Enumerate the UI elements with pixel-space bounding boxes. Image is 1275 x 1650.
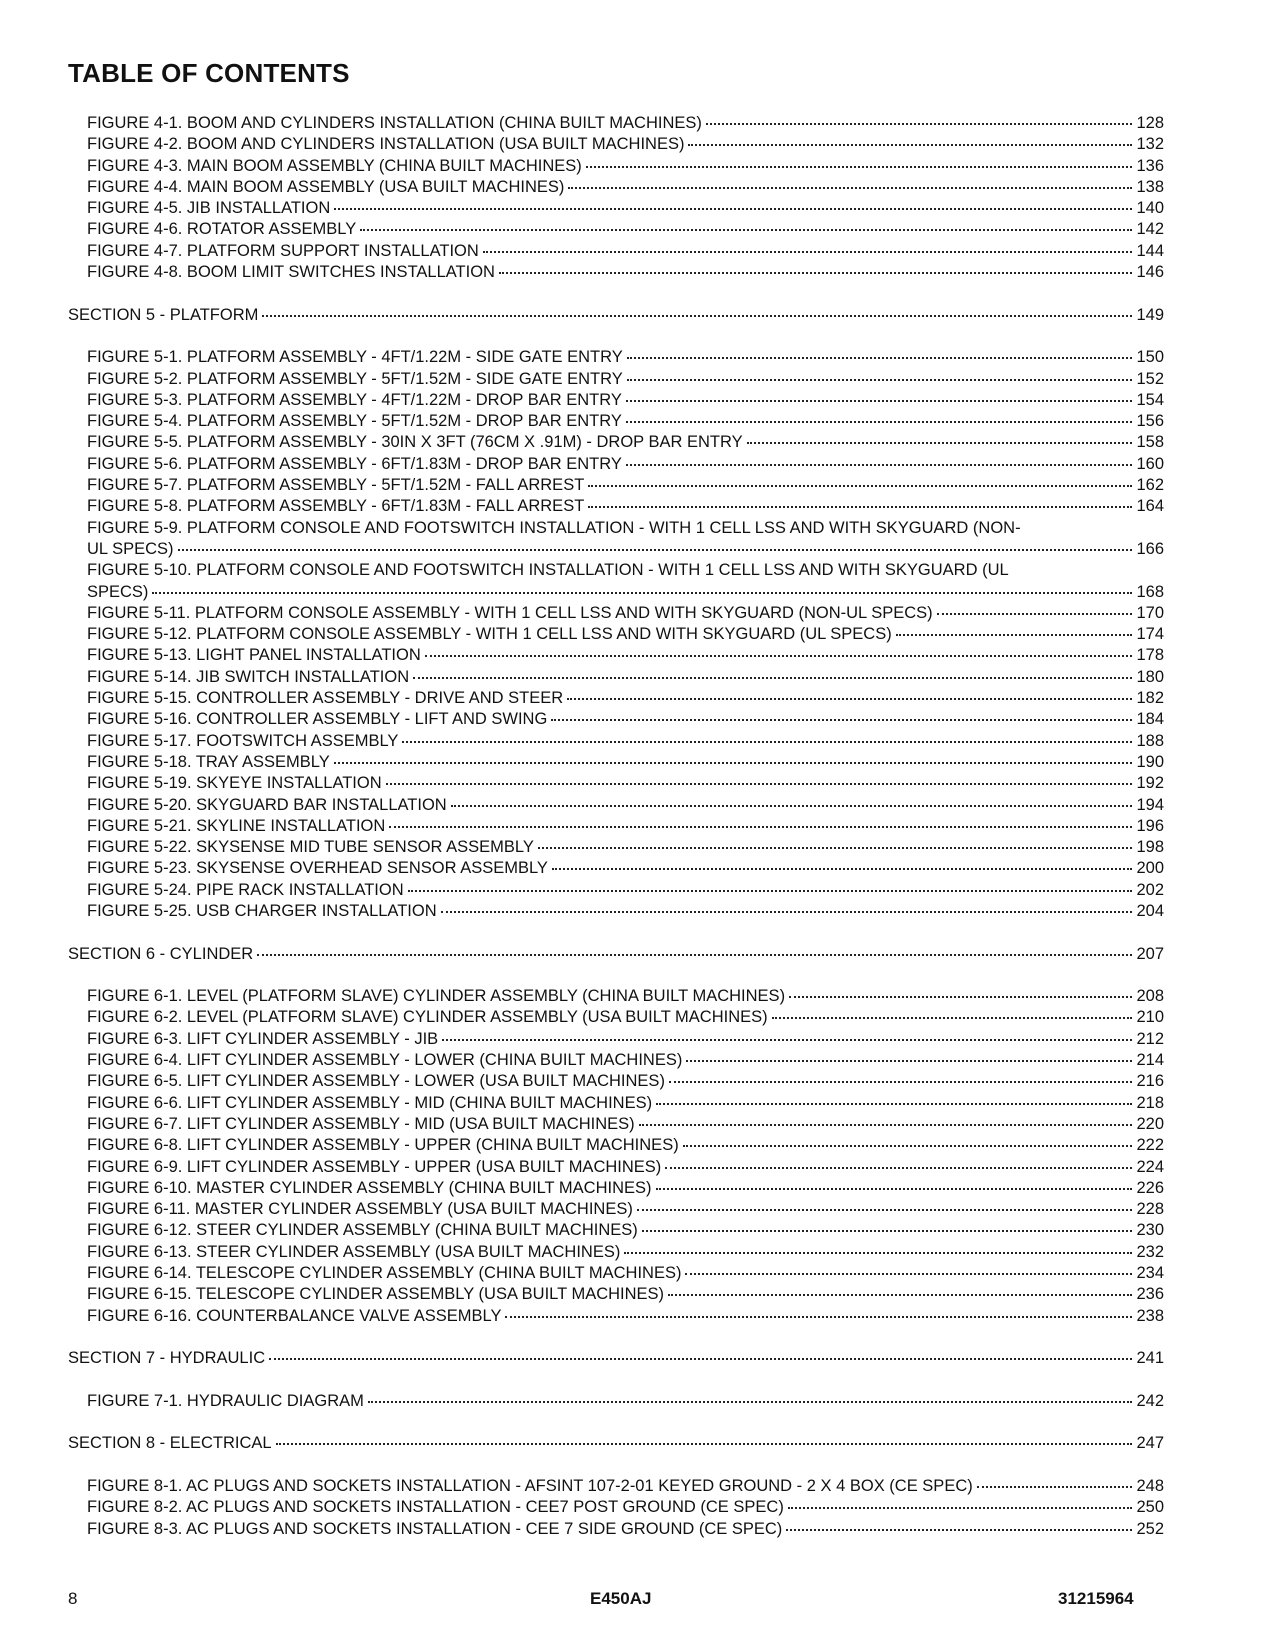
dot-leader [567, 697, 1132, 700]
toc-entry-label: FIGURE 5-6. PLATFORM ASSEMBLY - 6FT/1.83M - DROP BAR ENTRY [87, 454, 622, 473]
toc-entry[interactable] [68, 1220, 1164, 1241]
dot-leader [408, 889, 1133, 892]
toc-page-number: 204 [1136, 901, 1164, 920]
toc-page-number: 220 [1136, 1114, 1164, 1133]
toc-page-number: 166 [1136, 539, 1164, 558]
toc-page-number: 152 [1136, 369, 1164, 388]
toc-page-number: 184 [1136, 710, 1164, 729]
toc-entry[interactable] [68, 795, 1164, 816]
toc-entry[interactable] [68, 773, 1164, 794]
toc-entry[interactable] [68, 198, 1164, 219]
toc-page-number: 230 [1136, 1221, 1164, 1240]
dot-leader [257, 953, 1132, 956]
toc-entry-label: FIGURE 6-5. LIFT CYLINDER ASSEMBLY - LOWER (USA BUILT MACHINES) [87, 1072, 665, 1091]
toc-entry-label: FIGURE 6-10. MASTER CYLINDER ASSEMBLY (CHINA BUILT MACHINES) [87, 1178, 652, 1197]
toc-entry[interactable] [68, 1029, 1164, 1050]
dot-leader [788, 1506, 1133, 1509]
toc-entry[interactable] [68, 901, 1164, 922]
toc-entry-continuation[interactable] [68, 539, 1164, 560]
toc-entry-label: FIGURE 6-16. COUNTERBALANCE VALVE ASSEMBLY [87, 1306, 502, 1325]
toc-entry[interactable] [68, 1071, 1164, 1092]
dot-leader [334, 761, 1133, 764]
toc-entry[interactable] [68, 731, 1164, 752]
toc-entry[interactable] [68, 1093, 1164, 1114]
toc-page-number: 236 [1136, 1285, 1164, 1304]
toc-entry[interactable] [68, 1519, 1164, 1540]
toc-entry-label: FIGURE 5-4. PLATFORM ASSEMBLY - 5FT/1.52M - DROP BAR ENTRY [87, 412, 622, 431]
dot-leader [789, 995, 1132, 998]
toc-entry[interactable] [68, 1007, 1164, 1028]
toc-entry[interactable] [68, 113, 1164, 134]
toc-entry-label: FIGURE 5-3. PLATFORM ASSEMBLY - 4FT/1.22M - DROP BAR ENTRY [87, 390, 622, 409]
toc-page-number: 138 [1136, 177, 1164, 196]
dot-leader [656, 1187, 1133, 1190]
toc-entry-label: FIGURE 5-7. PLATFORM ASSEMBLY - 5FT/1.52M - FALL ARREST [87, 476, 585, 495]
toc-entry-label: FIGURE 6-9. LIFT CYLINDER ASSEMBLY - UPPER (USA BUILT MACHINES) [87, 1157, 662, 1176]
dot-leader [665, 1166, 1132, 1169]
toc-page-number: 136 [1136, 156, 1164, 175]
toc-page-number: 241 [1136, 1349, 1164, 1368]
toc-entry[interactable] [68, 241, 1164, 262]
toc-entry-label: FIGURE 5-19. SKYEYE INSTALLATION [87, 774, 382, 793]
toc-entry-label: FIGURE 4-3. MAIN BOOM ASSEMBLY (CHINA BUILT MACHINES) [87, 156, 582, 175]
toc-page-number: 174 [1136, 625, 1164, 644]
dot-leader [262, 314, 1132, 317]
toc-page-number: 207 [1136, 944, 1164, 963]
toc-entry-continuation[interactable] [68, 582, 1164, 603]
toc-entry[interactable] [68, 858, 1164, 879]
toc-entry[interactable] [68, 475, 1164, 496]
toc-page-number: 178 [1136, 646, 1164, 665]
toc-entry-label: FIGURE 5-9. PLATFORM CONSOLE AND FOOTSWITCH INSTALLATION - WITH 1 CELL LSS AND WITH SKYGUARD (NON- [87, 518, 1021, 537]
toc-page-number: 132 [1136, 135, 1164, 154]
toc-entry-label: FIGURE 5-15. CONTROLLER ASSEMBLY - DRIVE AND STEER [87, 689, 564, 708]
toc-entry[interactable] [68, 262, 1164, 283]
toc-entry[interactable] [68, 645, 1164, 666]
dot-leader [442, 1038, 1132, 1041]
dot-leader [626, 463, 1133, 466]
dot-leader [683, 1144, 1133, 1147]
toc-entry-label: FIGURE 4-5. JIB INSTALLATION [87, 199, 331, 218]
toc-page-number: 194 [1136, 795, 1164, 814]
toc-page-number: 234 [1136, 1264, 1164, 1283]
toc-page-number: 192 [1136, 774, 1164, 793]
toc-entry[interactable] [68, 518, 1164, 539]
toc-entry-label: FIGURE 8-2. AC PLUGS AND SOCKETS INSTALLATION - CEE7 POST GROUND (CE SPEC) [87, 1498, 784, 1517]
toc-entry-label: FIGURE 4-4. MAIN BOOM ASSEMBLY (USA BUILT MACHINES) [87, 177, 565, 196]
toc-entry-label: FIGURE 5-25. USB CHARGER INSTALLATION [87, 901, 437, 920]
toc-entry[interactable] [68, 369, 1164, 390]
toc-entry-label: FIGURE 6-2. LEVEL (PLATFORM SLAVE) CYLINDER ASSEMBLY (USA BUILT MACHINES) [87, 1008, 768, 1027]
toc-page-number: 128 [1136, 114, 1164, 132]
dot-leader [360, 228, 1132, 231]
dot-leader [626, 420, 1133, 423]
toc-entry-label: FIGURE 5-24. PIPE RACK INSTALLATION [87, 880, 404, 899]
dot-leader [637, 1208, 1133, 1211]
footer-model: E450AJ [590, 1589, 652, 1608]
toc-page-number: 212 [1136, 1029, 1164, 1048]
toc-page-number: 149 [1136, 305, 1164, 324]
toc-entry-label: FIGURE 5-5. PLATFORM ASSEMBLY - 30IN X 3FT (76CM X .91M) - DROP BAR ENTRY [87, 433, 743, 452]
toc-entry[interactable] [68, 411, 1164, 432]
toc-entry-label: FIGURE 5-2. PLATFORM ASSEMBLY - 5FT/1.52M - SIDE GATE ENTRY [87, 369, 623, 388]
toc-page-number: 188 [1136, 731, 1164, 750]
toc-entry-label: FIGURE 6-12. STEER CYLINDER ASSEMBLY (CHINA BUILT MACHINES) [87, 1221, 638, 1240]
toc-entry[interactable] [68, 560, 1164, 581]
toc-entry[interactable] [68, 667, 1164, 688]
dot-leader [639, 1123, 1133, 1126]
dot-leader [586, 165, 1133, 168]
toc-section-entry[interactable] [68, 944, 1164, 965]
dot-leader [538, 846, 1133, 849]
toc-entry[interactable] [68, 390, 1164, 411]
toc-entry-label: FIGURE 6-15. TELESCOPE CYLINDER ASSEMBLY (USA BUILT MACHINES) [87, 1285, 665, 1304]
toc-page-number: 142 [1136, 220, 1164, 239]
toc-page-number: 158 [1136, 433, 1164, 452]
toc-entry-label: FIGURE 4-1. BOOM AND CYLINDERS INSTALLATION (CHINA BUILT MACHINES) [87, 114, 702, 132]
dot-leader [685, 1272, 1132, 1275]
toc-entry-label: FIGURE 4-7. PLATFORM SUPPORT INSTALLATION [87, 241, 479, 260]
dot-leader [368, 1400, 1133, 1403]
dot-leader [588, 484, 1132, 487]
toc-entry-label-continued: UL SPECS) [87, 539, 174, 558]
dot-leader [499, 271, 1132, 274]
dot-leader [552, 867, 1133, 870]
dot-leader [441, 910, 1133, 913]
toc-page-number: 252 [1136, 1519, 1164, 1538]
toc-section-entry[interactable] [68, 1348, 1164, 1369]
dot-leader [937, 612, 1133, 615]
toc-entry[interactable] [68, 1178, 1164, 1199]
toc-page-number: 190 [1136, 752, 1164, 771]
toc-entry[interactable] [68, 1242, 1164, 1263]
page-title: TABLE OF CONTENTS [68, 58, 350, 88]
toc-entry[interactable] [68, 816, 1164, 837]
toc-entry[interactable] [68, 709, 1164, 730]
toc-entry-label: FIGURE 6-6. LIFT CYLINDER ASSEMBLY - MID (CHINA BUILT MACHINES) [87, 1093, 653, 1112]
dot-leader [389, 825, 1132, 828]
toc-entry-label-continued: SPECS) [87, 582, 149, 601]
toc-entry-label: FIGURE 5-11. PLATFORM CONSOLE ASSEMBLY - WITH 1 CELL LSS AND WITH SKYGUARD (NON-UL SPECS) [87, 603, 933, 622]
toc-entry-label: FIGURE 5-18. TRAY ASSEMBLY [87, 752, 330, 771]
toc-page-number: 202 [1136, 880, 1164, 899]
dot-leader [642, 1229, 1133, 1232]
toc-page-number: 210 [1136, 1008, 1164, 1027]
toc-section-entry[interactable] [68, 305, 1164, 326]
dot-leader [626, 399, 1133, 402]
toc-entry[interactable] [68, 1497, 1164, 1518]
dot-leader [402, 740, 1132, 743]
toc-page-number: 160 [1136, 454, 1164, 473]
toc-entry[interactable] [68, 156, 1164, 177]
toc-entry[interactable] [68, 986, 1164, 1007]
toc-entry-label: FIGURE 5-12. PLATFORM CONSOLE ASSEMBLY - WITH 1 CELL LSS AND WITH SKYGUARD (UL SPECS) [87, 625, 892, 644]
table-of-contents [68, 113, 1164, 1540]
toc-entry-label: FIGURE 5-22. SKYSENSE MID TUBE SENSOR ASSEMBLY [87, 838, 534, 857]
dot-leader [269, 1357, 1132, 1360]
dot-leader [505, 1315, 1132, 1318]
toc-entry[interactable] [68, 134, 1164, 155]
toc-page-number: 140 [1136, 199, 1164, 218]
toc-entry-label: FIGURE 4-8. BOOM LIMIT SWITCHES INSTALLATION [87, 263, 495, 282]
toc-page-number: 154 [1136, 390, 1164, 409]
dot-leader [152, 591, 1132, 594]
toc-entry[interactable] [68, 1306, 1164, 1327]
toc-page-number: 224 [1136, 1157, 1164, 1176]
dot-leader [747, 441, 1133, 444]
toc-entry-label: FIGURE 5-1. PLATFORM ASSEMBLY - 4FT/1.22M - SIDE GATE ENTRY [87, 348, 623, 367]
toc-page-number: 247 [1136, 1434, 1164, 1453]
toc-entry[interactable] [68, 603, 1164, 624]
dot-leader [624, 1251, 1132, 1254]
toc-section-entry[interactable] [68, 1433, 1164, 1454]
dot-leader [977, 1485, 1133, 1488]
dot-leader [483, 250, 1133, 253]
toc-page-number: 180 [1136, 667, 1164, 686]
toc-page-number: 226 [1136, 1178, 1164, 1197]
toc-entry[interactable] [68, 688, 1164, 709]
toc-entry[interactable] [68, 1476, 1164, 1497]
toc-page-number: 198 [1136, 838, 1164, 857]
toc-entry-label: FIGURE 5-13. LIGHT PANEL INSTALLATION [87, 646, 421, 665]
toc-section-label: SECTION 7 - HYDRAULIC [68, 1349, 266, 1368]
toc-page-number: 196 [1136, 816, 1164, 835]
dot-leader [413, 676, 1132, 679]
toc-page-number: 250 [1136, 1498, 1164, 1517]
toc-entry[interactable] [68, 432, 1164, 453]
toc-entry[interactable] [68, 1199, 1164, 1220]
toc-page-number: 218 [1136, 1093, 1164, 1112]
toc-entry-label: FIGURE 5-14. JIB SWITCH INSTALLATION [87, 667, 410, 686]
toc-page-number: 216 [1136, 1072, 1164, 1091]
toc-section-label: SECTION 8 - ELECTRICAL [68, 1434, 272, 1453]
toc-entry[interactable] [68, 347, 1164, 368]
dot-leader [772, 1016, 1133, 1019]
dot-leader [551, 718, 1132, 721]
dot-leader [627, 378, 1133, 381]
toc-entry-label: FIGURE 6-4. LIFT CYLINDER ASSEMBLY - LOWER (CHINA BUILT MACHINES) [87, 1051, 683, 1070]
toc-page-number: 146 [1136, 263, 1164, 282]
dot-leader [425, 654, 1133, 657]
toc-entry[interactable] [68, 1391, 1164, 1412]
dot-leader [686, 1059, 1132, 1062]
toc-entry-label: FIGURE 6-14. TELESCOPE CYLINDER ASSEMBLY (CHINA BUILT MACHINES) [87, 1264, 682, 1283]
toc-page-number: 228 [1136, 1200, 1164, 1219]
dot-leader [669, 1080, 1133, 1083]
toc-page-number: 168 [1136, 582, 1164, 601]
dot-leader [334, 207, 1132, 210]
toc-entry[interactable] [68, 1263, 1164, 1284]
toc-entry[interactable] [68, 177, 1164, 198]
toc-entry-label: FIGURE 4-6. ROTATOR ASSEMBLY [87, 220, 357, 239]
toc-entry[interactable] [68, 752, 1164, 773]
dot-leader [688, 143, 1132, 146]
dot-leader [706, 122, 1133, 125]
toc-entry-label: FIGURE 6-3. LIFT CYLINDER ASSEMBLY - JIB [87, 1029, 439, 1048]
dot-leader [668, 1293, 1132, 1296]
toc-entry[interactable] [68, 624, 1164, 645]
toc-entry-label: FIGURE 6-7. LIFT CYLINDER ASSEMBLY - MID (USA BUILT MACHINES) [87, 1114, 635, 1133]
toc-page-number: 150 [1136, 348, 1164, 367]
toc-page-number: 170 [1136, 603, 1164, 622]
toc-page-number: 208 [1136, 987, 1164, 1006]
footer-doc-number: 31215964 [1058, 1589, 1134, 1608]
toc-page-number: 248 [1136, 1477, 1164, 1495]
toc-entry-label: FIGURE 4-2. BOOM AND CYLINDERS INSTALLATION (USA BUILT MACHINES) [87, 135, 685, 154]
dot-leader [276, 1442, 1133, 1445]
toc-entry-label: FIGURE 7-1. HYDRAULIC DIAGRAM [87, 1391, 364, 1410]
toc-page-number: 162 [1136, 476, 1164, 495]
toc-page-number: 164 [1136, 497, 1164, 516]
toc-page-number: 182 [1136, 689, 1164, 708]
toc-entry-label: FIGURE 8-1. AC PLUGS AND SOCKETS INSTALLATION - AFSINT 107-2-01 KEYED GROUND - 2 X 4 BOX (CE SPEC) [87, 1477, 973, 1495]
toc-entry-label: FIGURE 5-16. CONTROLLER ASSEMBLY - LIFT AND SWING [87, 710, 548, 729]
toc-page-number: 156 [1136, 412, 1164, 431]
toc-entry-label: FIGURE 5-23. SKYSENSE OVERHEAD SENSOR ASSEMBLY [87, 859, 548, 878]
dot-leader [178, 548, 1133, 551]
toc-entry-label: FIGURE 6-1. LEVEL (PLATFORM SLAVE) CYLINDER ASSEMBLY (CHINA BUILT MACHINES) [87, 987, 786, 1006]
toc-entry[interactable] [68, 496, 1164, 517]
toc-entry-label: FIGURE 5-8. PLATFORM ASSEMBLY - 6FT/1.83M - FALL ARREST [87, 497, 585, 516]
dot-leader [656, 1102, 1132, 1105]
toc-entry-label: FIGURE 6-11. MASTER CYLINDER ASSEMBLY (USA BUILT MACHINES) [87, 1200, 633, 1219]
toc-page-number: 232 [1136, 1242, 1164, 1261]
toc-entry[interactable] [68, 1157, 1164, 1178]
toc-entry-label: FIGURE 8-3. AC PLUGS AND SOCKETS INSTALLATION - CEE 7 SIDE GROUND (CE SPEC) [87, 1519, 783, 1538]
toc-section-label: SECTION 5 - PLATFORM [68, 305, 259, 324]
toc-entry-label: FIGURE 5-20. SKYGUARD BAR INSTALLATION [87, 795, 447, 814]
footer-page-number: 8 [68, 1589, 78, 1608]
dot-leader [386, 782, 1133, 785]
toc-entry[interactable] [68, 219, 1164, 240]
toc-page-number: 222 [1136, 1136, 1164, 1155]
toc-entry-label: FIGURE 6-13. STEER CYLINDER ASSEMBLY (USA BUILT MACHINES) [87, 1242, 621, 1261]
toc-page-number: 200 [1136, 859, 1164, 878]
toc-entry-label: FIGURE 5-21. SKYLINE INSTALLATION [87, 816, 386, 835]
toc-section-label: SECTION 6 - CYLINDER [68, 944, 254, 963]
toc-page-number: 238 [1136, 1306, 1164, 1325]
toc-page-number: 242 [1136, 1391, 1164, 1410]
dot-leader [627, 356, 1133, 359]
dot-leader [786, 1528, 1132, 1531]
toc-entry[interactable] [68, 837, 1164, 858]
toc-entry[interactable] [68, 1114, 1164, 1135]
dot-leader [588, 505, 1132, 508]
dot-leader [896, 633, 1133, 636]
toc-entry[interactable] [68, 454, 1164, 475]
toc-page-number: 144 [1136, 241, 1164, 260]
toc-entry[interactable] [68, 1135, 1164, 1156]
toc-page-number: 214 [1136, 1051, 1164, 1070]
toc-entry[interactable] [68, 880, 1164, 901]
toc-entry-label: FIGURE 5-10. PLATFORM CONSOLE AND FOOTSWITCH INSTALLATION - WITH 1 CELL LSS AND WITH SKYGUARD (UL [87, 561, 1009, 580]
dot-leader [568, 186, 1132, 189]
toc-entry-label: FIGURE 5-17. FOOTSWITCH ASSEMBLY [87, 731, 399, 750]
toc-entry[interactable] [68, 1284, 1164, 1305]
dot-leader [451, 804, 1133, 807]
toc-entry-label: FIGURE 6-8. LIFT CYLINDER ASSEMBLY - UPPER (CHINA BUILT MACHINES) [87, 1136, 679, 1155]
toc-entry[interactable] [68, 1050, 1164, 1071]
